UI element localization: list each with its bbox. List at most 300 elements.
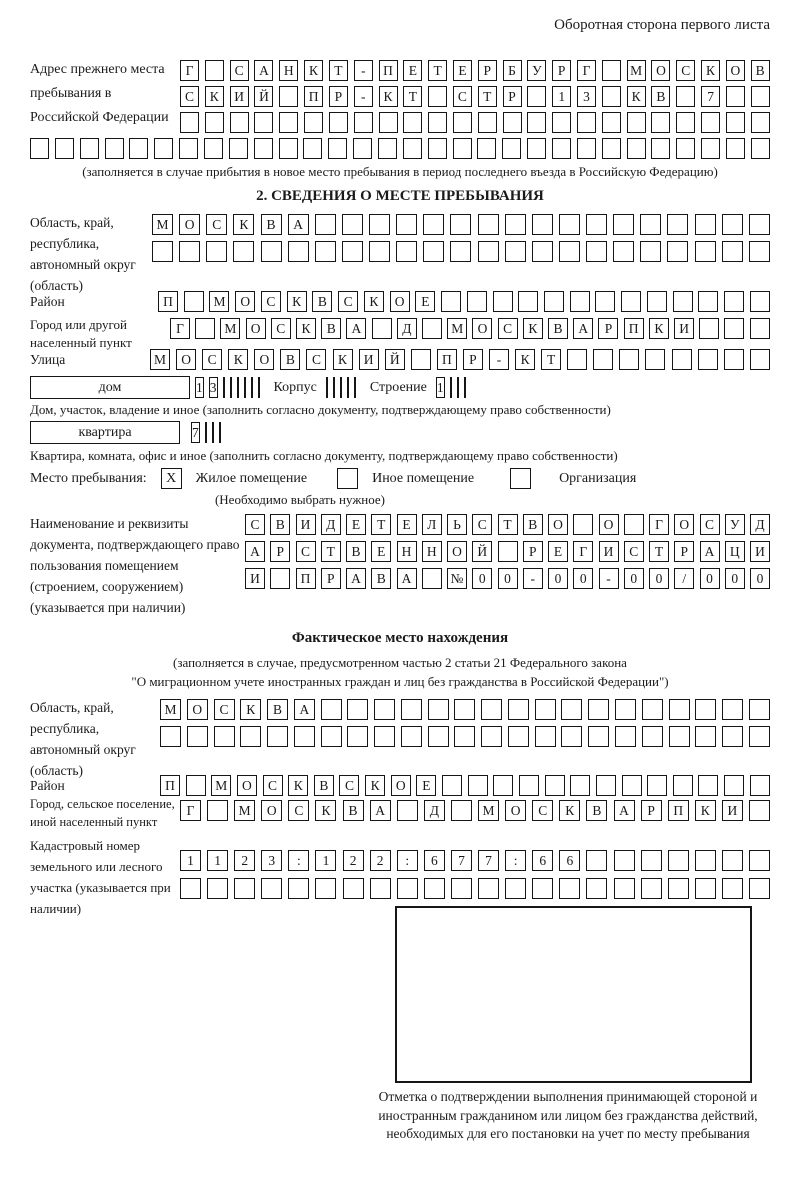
char-cell[interactable]: В xyxy=(523,514,543,535)
char-cell[interactable]: К xyxy=(649,318,669,339)
char-cell[interactable]: Т xyxy=(498,514,518,535)
char-cell[interactable]: Е xyxy=(371,541,391,562)
char-cell[interactable] xyxy=(279,86,298,107)
char-cell[interactable]: 3 xyxy=(261,850,282,871)
char-cell[interactable] xyxy=(615,699,636,720)
char-cell[interactable]: Й xyxy=(254,86,273,107)
char-cell[interactable]: Й xyxy=(385,349,405,370)
char-cell[interactable] xyxy=(518,291,538,312)
char-cell[interactable]: - xyxy=(354,60,373,81)
char-cell[interactable]: Ь xyxy=(447,514,467,535)
char-cell[interactable] xyxy=(527,86,546,107)
char-cell[interactable]: Д xyxy=(397,318,417,339)
char-cell[interactable]: Д xyxy=(321,514,341,535)
char-cell[interactable] xyxy=(559,214,580,235)
char-cell[interactable] xyxy=(698,291,718,312)
char-cell[interactable] xyxy=(749,241,770,262)
char-cell[interactable] xyxy=(586,241,607,262)
char-cell[interactable] xyxy=(619,349,639,370)
char-cell[interactable]: О xyxy=(505,800,526,821)
char-cell[interactable]: С xyxy=(339,775,359,796)
char-cell[interactable]: О xyxy=(176,349,196,370)
char-cell[interactable]: К xyxy=(364,291,384,312)
char-cell[interactable]: Й xyxy=(472,541,492,562)
char-cell[interactable]: С xyxy=(676,60,695,81)
char-cell[interactable] xyxy=(567,349,587,370)
char-cell[interactable] xyxy=(423,214,444,235)
char-cell[interactable] xyxy=(673,291,693,312)
char-cell[interactable] xyxy=(441,291,461,312)
char-cell[interactable] xyxy=(722,214,743,235)
char-cell[interactable] xyxy=(450,241,471,262)
char-cell[interactable] xyxy=(724,291,744,312)
char-cell[interactable]: - xyxy=(354,86,373,107)
char-cell[interactable]: О xyxy=(599,514,619,535)
char-cell[interactable]: Н xyxy=(397,541,417,562)
char-cell[interactable]: А xyxy=(370,800,391,821)
char-cell[interactable] xyxy=(187,726,208,747)
char-cell[interactable]: 6 xyxy=(559,850,580,871)
char-cell[interactable] xyxy=(559,241,580,262)
char-cell[interactable]: Р xyxy=(674,541,694,562)
char-cell[interactable] xyxy=(294,726,315,747)
char-cell[interactable] xyxy=(698,349,718,370)
char-cell[interactable]: Р xyxy=(270,541,290,562)
char-cell[interactable]: 0 xyxy=(750,568,770,589)
char-cell[interactable] xyxy=(595,291,615,312)
char-cell[interactable]: А xyxy=(294,699,315,720)
char-cell[interactable]: В xyxy=(261,214,282,235)
char-cell[interactable]: С xyxy=(288,800,309,821)
char-cell[interactable]: Р xyxy=(552,60,571,81)
char-cell[interactable]: 1 xyxy=(436,377,445,398)
char-cell[interactable]: К xyxy=(379,86,398,107)
char-cell[interactable] xyxy=(428,86,447,107)
char-cell[interactable] xyxy=(586,878,607,899)
char-cell[interactable] xyxy=(535,699,556,720)
char-cell[interactable] xyxy=(279,138,298,159)
char-cell[interactable] xyxy=(573,514,593,535)
char-cell[interactable]: 2 xyxy=(343,850,364,871)
char-cell[interactable]: О xyxy=(674,514,694,535)
char-cell[interactable] xyxy=(321,726,342,747)
char-cell[interactable]: И xyxy=(722,800,743,821)
char-cell[interactable]: 0 xyxy=(573,568,593,589)
char-cell[interactable] xyxy=(454,726,475,747)
char-cell[interactable]: М xyxy=(160,699,181,720)
char-cell[interactable] xyxy=(342,214,363,235)
char-cell[interactable]: О xyxy=(235,291,255,312)
char-cell[interactable] xyxy=(641,878,662,899)
char-cell[interactable] xyxy=(233,241,254,262)
char-cell[interactable]: К xyxy=(304,60,323,81)
char-cell[interactable]: - xyxy=(523,568,543,589)
char-cell[interactable] xyxy=(396,214,417,235)
char-cell[interactable]: С xyxy=(271,318,291,339)
char-cell[interactable] xyxy=(676,138,695,159)
char-cell[interactable]: Т xyxy=(403,86,422,107)
char-cell[interactable]: / xyxy=(674,568,694,589)
char-cell[interactable]: С xyxy=(245,514,265,535)
char-cell[interactable] xyxy=(751,112,770,133)
checkbox-zhiloe[interactable]: X xyxy=(161,468,182,489)
char-cell[interactable] xyxy=(411,349,431,370)
char-cell[interactable] xyxy=(726,138,745,159)
char-cell[interactable] xyxy=(615,726,636,747)
char-cell[interactable]: И xyxy=(359,349,379,370)
char-cell[interactable]: К xyxy=(559,800,580,821)
char-cell[interactable] xyxy=(184,291,204,312)
char-cell[interactable] xyxy=(105,138,124,159)
char-cell[interactable] xyxy=(372,318,392,339)
char-cell[interactable]: В xyxy=(312,291,332,312)
char-cell[interactable]: М xyxy=(447,318,467,339)
char-cell[interactable] xyxy=(422,568,442,589)
char-cell[interactable]: № xyxy=(447,568,467,589)
char-cell[interactable] xyxy=(180,112,199,133)
char-cell[interactable]: К xyxy=(233,214,254,235)
char-cell[interactable] xyxy=(374,699,395,720)
char-cell[interactable] xyxy=(251,377,253,398)
char-cell[interactable] xyxy=(451,800,472,821)
char-cell[interactable] xyxy=(186,775,206,796)
char-cell[interactable]: : xyxy=(288,850,309,871)
char-cell[interactable] xyxy=(315,878,336,899)
char-cell[interactable] xyxy=(369,241,390,262)
char-cell[interactable]: А xyxy=(700,541,720,562)
char-cell[interactable] xyxy=(397,878,418,899)
char-cell[interactable]: Ц xyxy=(725,541,745,562)
char-cell[interactable]: И xyxy=(750,541,770,562)
char-cell[interactable] xyxy=(698,775,718,796)
char-cell[interactable]: 3 xyxy=(577,86,596,107)
char-cell[interactable] xyxy=(229,138,248,159)
char-cell[interactable]: 7 xyxy=(701,86,720,107)
char-cell[interactable] xyxy=(640,214,661,235)
char-cell[interactable] xyxy=(468,775,488,796)
char-cell[interactable] xyxy=(749,699,770,720)
char-cell[interactable]: К xyxy=(515,349,535,370)
char-cell[interactable] xyxy=(527,112,546,133)
char-cell[interactable] xyxy=(676,112,695,133)
char-cell[interactable] xyxy=(234,878,255,899)
char-cell[interactable]: П xyxy=(379,60,398,81)
char-cell[interactable] xyxy=(645,349,665,370)
char-cell[interactable] xyxy=(80,138,99,159)
char-cell[interactable]: И xyxy=(230,86,249,107)
char-cell[interactable]: А xyxy=(346,318,366,339)
char-cell[interactable] xyxy=(207,800,228,821)
char-cell[interactable]: А xyxy=(573,318,593,339)
char-cell[interactable]: Д xyxy=(424,800,445,821)
char-cell[interactable] xyxy=(701,112,720,133)
char-cell[interactable]: В xyxy=(371,568,391,589)
char-cell[interactable]: С xyxy=(263,775,283,796)
char-cell[interactable]: К xyxy=(695,800,716,821)
char-cell[interactable]: В xyxy=(280,349,300,370)
char-cell[interactable] xyxy=(370,878,391,899)
char-cell[interactable]: К xyxy=(365,775,385,796)
char-cell[interactable]: Е xyxy=(346,514,366,535)
char-cell[interactable]: П xyxy=(437,349,457,370)
char-cell[interactable]: А xyxy=(397,568,417,589)
char-cell[interactable]: К xyxy=(288,775,308,796)
char-cell[interactable] xyxy=(214,726,235,747)
char-cell[interactable] xyxy=(613,214,634,235)
char-cell[interactable]: : xyxy=(397,850,418,871)
char-cell[interactable] xyxy=(343,878,364,899)
char-cell[interactable]: С xyxy=(230,60,249,81)
char-cell[interactable]: 1 xyxy=(552,86,571,107)
char-cell[interactable]: К xyxy=(228,349,248,370)
char-cell[interactable] xyxy=(464,377,466,398)
char-cell[interactable] xyxy=(673,775,693,796)
char-cell[interactable]: О xyxy=(179,214,200,235)
char-cell[interactable]: М xyxy=(234,800,255,821)
char-cell[interactable] xyxy=(478,112,497,133)
char-cell[interactable]: П xyxy=(158,291,178,312)
char-cell[interactable] xyxy=(749,878,770,899)
char-cell[interactable]: 0 xyxy=(472,568,492,589)
char-cell[interactable]: О xyxy=(187,699,208,720)
char-cell[interactable]: Т xyxy=(321,541,341,562)
char-cell[interactable]: В xyxy=(343,800,364,821)
char-cell[interactable]: М xyxy=(150,349,170,370)
char-cell[interactable] xyxy=(379,112,398,133)
char-cell[interactable]: А xyxy=(245,541,265,562)
char-cell[interactable]: Г xyxy=(577,60,596,81)
char-cell[interactable] xyxy=(647,291,667,312)
char-cell[interactable] xyxy=(627,138,646,159)
char-cell[interactable]: Н xyxy=(422,541,442,562)
char-cell[interactable]: М xyxy=(209,291,229,312)
char-cell[interactable]: А xyxy=(254,60,273,81)
char-cell[interactable]: В xyxy=(548,318,568,339)
char-cell[interactable] xyxy=(240,726,261,747)
char-cell[interactable]: В xyxy=(586,800,607,821)
char-cell[interactable] xyxy=(614,878,635,899)
char-cell[interactable] xyxy=(493,291,513,312)
char-cell[interactable]: С xyxy=(202,349,222,370)
char-cell[interactable]: Р xyxy=(463,349,483,370)
char-cell[interactable]: Г xyxy=(180,800,201,821)
char-cell[interactable] xyxy=(503,112,522,133)
char-cell[interactable] xyxy=(586,214,607,235)
char-cell[interactable]: Т xyxy=(428,60,447,81)
char-cell[interactable] xyxy=(722,878,743,899)
char-cell[interactable] xyxy=(328,138,347,159)
char-cell[interactable] xyxy=(315,214,336,235)
char-cell[interactable] xyxy=(453,138,472,159)
char-cell[interactable]: С xyxy=(180,86,199,107)
char-cell[interactable] xyxy=(403,112,422,133)
char-cell[interactable]: 2 xyxy=(234,850,255,871)
char-cell[interactable]: Г xyxy=(180,60,199,81)
char-cell[interactable]: Е xyxy=(397,514,417,535)
char-cell[interactable]: Р xyxy=(503,86,522,107)
char-cell[interactable]: С xyxy=(453,86,472,107)
char-cell[interactable] xyxy=(552,138,571,159)
char-cell[interactable]: С xyxy=(498,318,518,339)
char-cell[interactable] xyxy=(315,241,336,262)
char-cell[interactable]: 7 xyxy=(478,850,499,871)
char-cell[interactable] xyxy=(180,878,201,899)
char-cell[interactable]: И xyxy=(245,568,265,589)
char-cell[interactable]: О xyxy=(447,541,467,562)
char-cell[interactable]: П xyxy=(296,568,316,589)
char-cell[interactable] xyxy=(749,726,770,747)
char-cell[interactable] xyxy=(651,112,670,133)
char-cell[interactable] xyxy=(288,241,309,262)
char-cell[interactable]: 0 xyxy=(700,568,720,589)
char-cell[interactable] xyxy=(621,291,641,312)
dom-type-box[interactable]: дом xyxy=(30,376,190,399)
char-cell[interactable] xyxy=(588,699,609,720)
char-cell[interactable] xyxy=(55,138,74,159)
char-cell[interactable]: К xyxy=(701,60,720,81)
char-cell[interactable] xyxy=(353,138,372,159)
char-cell[interactable]: В xyxy=(321,318,341,339)
char-cell[interactable]: 1 xyxy=(207,850,228,871)
char-cell[interactable] xyxy=(219,422,221,443)
char-cell[interactable]: С xyxy=(261,291,281,312)
char-cell[interactable]: А xyxy=(288,214,309,235)
char-cell[interactable] xyxy=(478,241,499,262)
char-cell[interactable] xyxy=(593,349,613,370)
char-cell[interactable] xyxy=(428,138,447,159)
char-cell[interactable]: М xyxy=(478,800,499,821)
char-cell[interactable] xyxy=(642,726,663,747)
char-cell[interactable]: Е xyxy=(548,541,568,562)
char-cell[interactable]: К xyxy=(523,318,543,339)
char-cell[interactable]: Е xyxy=(416,775,436,796)
char-cell[interactable] xyxy=(749,850,770,871)
char-cell[interactable]: Т xyxy=(371,514,391,535)
char-cell[interactable]: - xyxy=(489,349,509,370)
char-cell[interactable]: Д xyxy=(750,514,770,535)
char-cell[interactable] xyxy=(195,318,215,339)
char-cell[interactable]: К xyxy=(287,291,307,312)
char-cell[interactable] xyxy=(354,112,373,133)
char-cell[interactable]: 0 xyxy=(649,568,669,589)
char-cell[interactable]: Г xyxy=(170,318,190,339)
char-cell[interactable] xyxy=(640,241,661,262)
char-cell[interactable]: К xyxy=(627,86,646,107)
kvartira-type-box[interactable]: квартира xyxy=(30,421,180,444)
char-cell[interactable] xyxy=(478,214,499,235)
char-cell[interactable]: Р xyxy=(598,318,618,339)
char-cell[interactable] xyxy=(160,726,181,747)
char-cell[interactable] xyxy=(519,775,539,796)
char-cell[interactable] xyxy=(267,726,288,747)
char-cell[interactable]: 1 xyxy=(195,377,204,398)
char-cell[interactable] xyxy=(749,800,770,821)
char-cell[interactable]: И xyxy=(599,541,619,562)
char-cell[interactable] xyxy=(428,726,449,747)
char-cell[interactable]: О xyxy=(246,318,266,339)
char-cell[interactable]: О xyxy=(261,800,282,821)
char-cell[interactable]: 3 xyxy=(209,377,218,398)
char-cell[interactable] xyxy=(614,850,635,871)
char-cell[interactable] xyxy=(695,850,716,871)
char-cell[interactable]: О xyxy=(254,349,274,370)
char-cell[interactable] xyxy=(258,377,260,398)
char-cell[interactable] xyxy=(505,878,526,899)
char-cell[interactable] xyxy=(347,377,349,398)
char-cell[interactable]: 7 xyxy=(451,850,472,871)
char-cell[interactable] xyxy=(751,86,770,107)
char-cell[interactable] xyxy=(627,112,646,133)
char-cell[interactable]: 1 xyxy=(180,850,201,871)
char-cell[interactable]: Т xyxy=(329,60,348,81)
char-cell[interactable]: Р xyxy=(329,86,348,107)
char-cell[interactable] xyxy=(154,138,173,159)
char-cell[interactable] xyxy=(695,726,716,747)
char-cell[interactable] xyxy=(424,878,445,899)
char-cell[interactable] xyxy=(750,349,770,370)
char-cell[interactable] xyxy=(552,112,571,133)
char-cell[interactable] xyxy=(724,775,744,796)
char-cell[interactable]: : xyxy=(505,850,526,871)
char-cell[interactable] xyxy=(493,775,513,796)
char-cell[interactable] xyxy=(279,112,298,133)
char-cell[interactable]: М xyxy=(627,60,646,81)
char-cell[interactable] xyxy=(237,377,239,398)
char-cell[interactable] xyxy=(602,86,621,107)
char-cell[interactable] xyxy=(450,214,471,235)
char-cell[interactable] xyxy=(750,291,770,312)
char-cell[interactable]: И xyxy=(674,318,694,339)
char-cell[interactable]: В xyxy=(651,86,670,107)
char-cell[interactable]: В xyxy=(267,699,288,720)
char-cell[interactable] xyxy=(223,377,225,398)
char-cell[interactable] xyxy=(559,878,580,899)
char-cell[interactable] xyxy=(624,514,644,535)
char-cell[interactable]: 6 xyxy=(532,850,553,871)
char-cell[interactable]: К xyxy=(315,800,336,821)
char-cell[interactable] xyxy=(206,241,227,262)
char-cell[interactable] xyxy=(613,241,634,262)
char-cell[interactable] xyxy=(205,422,207,443)
char-cell[interactable] xyxy=(668,878,689,899)
char-cell[interactable] xyxy=(749,214,770,235)
char-cell[interactable] xyxy=(647,775,667,796)
char-cell[interactable]: Т xyxy=(478,86,497,107)
char-cell[interactable] xyxy=(423,241,444,262)
char-cell[interactable]: Г xyxy=(573,541,593,562)
char-cell[interactable] xyxy=(508,699,529,720)
char-cell[interactable] xyxy=(695,214,716,235)
char-cell[interactable] xyxy=(596,775,616,796)
char-cell[interactable] xyxy=(477,138,496,159)
char-cell[interactable]: О xyxy=(651,60,670,81)
char-cell[interactable] xyxy=(422,318,442,339)
char-cell[interactable] xyxy=(699,318,719,339)
char-cell[interactable] xyxy=(602,60,621,81)
char-cell[interactable] xyxy=(428,699,449,720)
char-cell[interactable]: П xyxy=(668,800,689,821)
char-cell[interactable] xyxy=(450,377,452,398)
char-cell[interactable] xyxy=(401,699,422,720)
char-cell[interactable] xyxy=(672,349,692,370)
char-cell[interactable] xyxy=(667,214,688,235)
char-cell[interactable] xyxy=(451,878,472,899)
char-cell[interactable]: П xyxy=(624,318,644,339)
char-cell[interactable]: П xyxy=(304,86,323,107)
char-cell[interactable] xyxy=(642,699,663,720)
char-cell[interactable] xyxy=(676,86,695,107)
char-cell[interactable]: А xyxy=(614,800,635,821)
